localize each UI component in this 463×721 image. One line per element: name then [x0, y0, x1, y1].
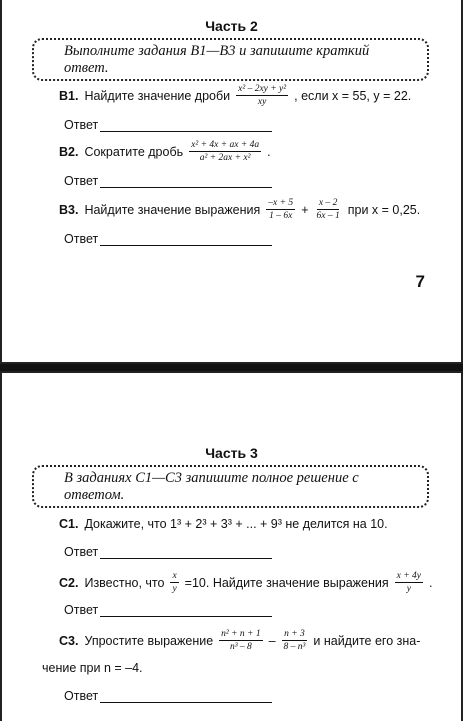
task-c2-text: Известно, что — [84, 575, 165, 590]
answer-line[interactable] — [100, 604, 272, 617]
task-c3-end: и найдите его зна- — [313, 633, 421, 648]
task-b2-fraction — [189, 140, 261, 163]
answer-b2 — [64, 174, 272, 188]
answer-line[interactable] — [100, 233, 272, 246]
task-c3-text: Упростите выражение — [84, 633, 214, 648]
fraction-denominator: y — [406, 584, 411, 594]
task-b2-label: В2. — [59, 144, 79, 159]
task-b3-condition: при x = 0,25. — [347, 202, 421, 217]
task-b3-fraction-2 — [315, 198, 342, 221]
task-c2-text-mid: =10. Найдите значение выражения — [184, 575, 389, 590]
fraction-numerator: x² + 4x + ax + 4a — [191, 140, 260, 150]
part-2-instruction: Выполните задания В1—В3 и запишите краткий ответ. — [32, 38, 429, 81]
answer-line[interactable] — [100, 119, 272, 132]
answer-label: Ответ — [64, 545, 99, 559]
answer-line[interactable] — [100, 546, 272, 559]
answer-b1 — [64, 118, 272, 132]
task-c3 — [59, 629, 422, 652]
task-b3-text: Найдите значение выражения — [84, 202, 261, 217]
answer-label: Ответ — [64, 603, 99, 617]
answer-label: Ответ — [64, 118, 99, 132]
minus-sign: – — [268, 633, 276, 648]
fraction-numerator: x² – 2xy + y² — [238, 84, 287, 94]
answer-b3 — [64, 232, 272, 246]
answer-label: Ответ — [64, 232, 99, 246]
answer-label: Ответ — [64, 174, 99, 188]
task-b3 — [59, 198, 422, 221]
answer-label: Ответ — [64, 689, 99, 703]
fraction-denominator: 6x – 1 — [316, 211, 340, 221]
fraction-numerator: x – 2 — [318, 198, 338, 208]
fraction-denominator: a² + 2ax + x² — [199, 153, 251, 163]
task-c3-fraction-2 — [282, 629, 308, 652]
task-c3-line2: чение при n = –4. — [42, 661, 143, 675]
task-b2-end: . — [267, 144, 271, 159]
fraction-denominator: y — [172, 584, 177, 594]
fraction-denominator: 8 – n³ — [283, 642, 306, 652]
task-b1-text: Найдите значение дроби — [84, 88, 231, 103]
task-c1 — [59, 517, 390, 531]
fraction-numerator: x + 4y — [396, 571, 421, 581]
task-b3-fraction-1 — [266, 198, 295, 221]
task-b1-label: В1. — [59, 88, 79, 103]
task-b1-condition: , если x = 55, y = 22. — [294, 88, 412, 103]
answer-c2 — [64, 603, 272, 617]
task-c3-label: С3. — [59, 633, 79, 648]
part-2-title: Часть 2 — [205, 18, 258, 34]
task-b2 — [59, 140, 273, 163]
task-c2-fraction-2 — [395, 571, 423, 594]
fraction-denominator: 1 – 6x — [269, 211, 293, 221]
task-c1-text: Докажите, что 1³ + 2³ + 3³ + ... + 9³ не делится на 10. — [84, 517, 388, 531]
task-b2-text: Сократите дробь — [84, 144, 184, 159]
task-c1-label: С1. — [59, 517, 79, 531]
task-c3-continuation — [40, 661, 145, 675]
task-c2-end: . — [429, 575, 433, 590]
answer-line[interactable] — [100, 690, 272, 703]
page-number: 7 — [415, 272, 425, 291]
page-separator — [0, 364, 463, 371]
fraction-denominator: xy — [257, 97, 267, 107]
fraction-numerator: x — [172, 571, 177, 581]
task-b1 — [59, 84, 413, 107]
fraction-numerator: n² + n + 1 — [221, 629, 261, 639]
task-c3-fraction-1 — [219, 629, 262, 652]
answer-c3 — [64, 689, 272, 703]
fraction-numerator: –x + 5 — [268, 198, 294, 208]
task-b1-fraction — [236, 84, 288, 107]
part-3-instruction: В заданиях С1—С3 запишите полное решение с ответом. — [32, 465, 429, 508]
task-c2-label: С2. — [59, 575, 79, 590]
task-b3-label: В3. — [59, 202, 79, 217]
answer-c1 — [64, 545, 272, 559]
task-c2 — [59, 571, 434, 594]
page-part-3 — [0, 371, 463, 721]
answer-line[interactable] — [100, 175, 272, 188]
plus-sign: + — [301, 202, 309, 217]
task-c2-fraction-1 — [170, 571, 178, 594]
part-3-title: Часть 3 — [205, 445, 258, 461]
fraction-numerator: n + 3 — [284, 629, 305, 639]
fraction-denominator: n³ – 8 — [229, 642, 252, 652]
